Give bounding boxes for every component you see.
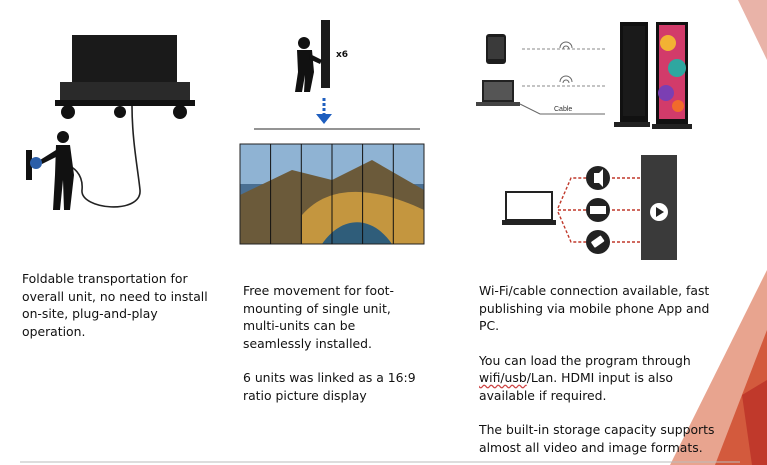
column-1-text <box>22 270 222 340</box>
mounting-description: Free movement for foot-mounting of single unit, multi-units can be seamlessly installed. <box>243 283 395 351</box>
wifi-usb-text: wifi/usb <box>479 370 527 385</box>
program-loading-description <box>479 352 729 405</box>
storage-description: The built-in storage capacity supports almost all video and image formats. <box>479 422 715 455</box>
column-3-text <box>479 282 729 456</box>
connection-illustration <box>470 18 700 133</box>
installation-illustration <box>232 20 432 250</box>
column-2-text <box>243 282 423 404</box>
connection-description: Wi-Fi/cable connection available, fast publishing via mobile phone App and PC. <box>479 283 710 333</box>
transport-case-illustration <box>20 30 210 220</box>
ratio-description: 6 units was linked as a 16:9 ratio picture display <box>243 370 416 403</box>
multiplier-label: x6 <box>336 50 349 60</box>
program-loading-text-start: You can load the program through <box>479 352 691 368</box>
input-options-illustration <box>496 150 686 265</box>
program-loading-text-end: /Lan. HDMI input is also available if required. <box>479 370 673 403</box>
transport-description: Foldable transportation for overall unit, no need to install on-site, plug-and-play operation. <box>22 271 208 339</box>
cable-label: Cable <box>554 106 573 113</box>
